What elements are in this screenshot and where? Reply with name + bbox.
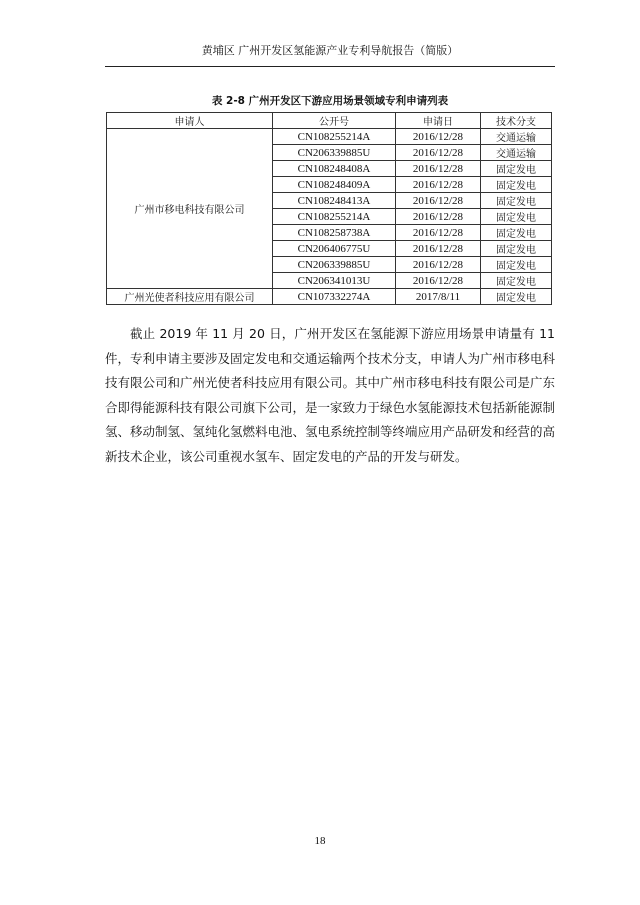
tech-branch-cell: 固定发电 [481, 161, 552, 177]
table-body [107, 129, 552, 305]
publication-number-cell: CN108258738A [273, 225, 396, 241]
publication-number-cell: CN108248408A [273, 161, 396, 177]
application-date-cell: 2016/12/28 [395, 273, 480, 289]
header-tech-branch: 技术分支 [481, 113, 552, 129]
tech-branch-cell: 固定发电 [481, 177, 552, 193]
tech-branch-cell: 固定发电 [481, 257, 552, 273]
application-date-cell: 2016/12/28 [395, 241, 480, 257]
publication-number-cell: CN206339885U [273, 257, 396, 273]
publication-number-cell: CN206341013U [273, 273, 396, 289]
header-application-date: 申请日 [395, 113, 480, 129]
publication-number-cell: CN107332274A [273, 289, 396, 305]
publication-number-cell: CN108255214A [273, 209, 396, 225]
table-caption: 表 2-8 广州开发区下游应用场景领域专利申请列表 [211, 95, 449, 107]
publication-number-cell: CN206339885U [273, 145, 396, 161]
publication-number-cell: CN108248409A [273, 177, 396, 193]
header-applicant: 申请人 [107, 113, 273, 129]
table-row [107, 289, 552, 305]
page-header: 黄埔区 广州开发区氢能源产业专利导航报告（简版） [201, 44, 459, 57]
table-header-row [107, 113, 552, 129]
applicant-cell: 广州光使者科技应用有限公司 [107, 289, 273, 305]
tech-branch-cell: 交通运输 [481, 145, 552, 161]
application-date-cell: 2016/12/28 [395, 225, 480, 241]
applicant-cell: 广州市移电科技有限公司 [107, 129, 273, 289]
publication-number-cell: CN108255214A [273, 129, 396, 145]
tech-branch-cell: 固定发电 [481, 225, 552, 241]
application-date-cell: 2016/12/28 [395, 161, 480, 177]
page-number: 18 [314, 835, 326, 847]
application-date-cell: 2016/12/28 [395, 257, 480, 273]
application-date-cell: 2016/12/28 [395, 209, 480, 225]
tech-branch-cell: 交通运输 [481, 129, 552, 145]
tech-branch-cell: 固定发电 [481, 289, 552, 305]
tech-branch-cell: 固定发电 [481, 273, 552, 289]
patent-table [106, 112, 552, 305]
application-date-cell: 2016/12/28 [395, 177, 480, 193]
application-date-cell: 2016/12/28 [395, 193, 480, 209]
publication-number-cell: CN206406775U [273, 241, 396, 257]
body-paragraph: 截止 2019 年 11 月 20 日，广州开发区在氢能源下游应用场景申请量有 11 件，专利申请主要涉及固定发电和交通运输两个技术分支，申请人为广州市移电科技有限公司和广州光使者科技应用有限公司。其中广州市移电科技有限公司是广东合即得能源科技有限公司旗下公司，是一家致力于绿色水氢能源技术包括新能源制氢、移动制氢、氢纯化氢燃料电池、氢电系统控制等终端应用产品研发和经营的高新技术企业，该公司重视水氢车、固定发电的产品的开发与研发。 [105, 326, 556, 464]
tech-branch-cell: 固定发电 [481, 193, 552, 209]
tech-branch-cell: 固定发电 [481, 209, 552, 225]
application-date-cell: 2016/12/28 [395, 129, 480, 145]
application-date-cell: 2017/8/11 [395, 289, 480, 305]
application-date-cell: 2016/12/28 [395, 145, 480, 161]
tech-branch-cell: 固定发电 [481, 241, 552, 257]
header-publication-number: 公开号 [273, 113, 396, 129]
publication-number-cell: CN108248413A [273, 193, 396, 209]
table-row [107, 129, 552, 145]
header-rule [105, 66, 555, 67]
